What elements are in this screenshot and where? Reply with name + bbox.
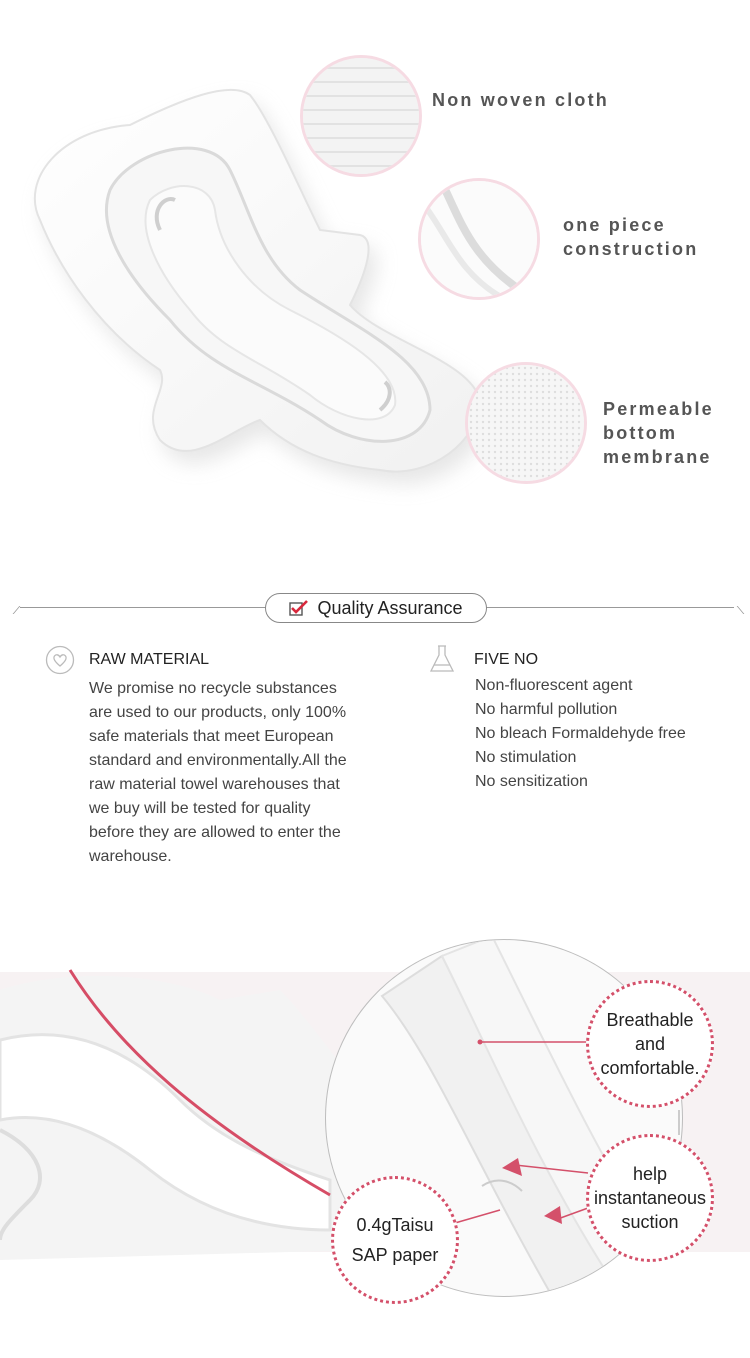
callout-sap-paper [331,1176,459,1304]
callout-suction-text: help instantaneous suction [593,1164,707,1232]
callout-suction [586,1134,714,1262]
raw-material-heading: RAW MATERIAL [89,651,210,668]
dotted-membrane-icon [468,365,584,481]
callout-sap-text: 0.4gTaisu SAP paper [351,1215,439,1265]
callout-breathable [586,980,714,1108]
raw-material-line: are used to our products, only 100% [89,704,347,721]
five-no-item: Non-fluorescent agent [475,677,633,694]
feature-label-membrane: Permeable bottom membrane [603,399,714,467]
raw-material-body [89,677,389,869]
divider-left-tick [13,606,29,614]
five-no-heading: FIVE NO [474,651,539,668]
divider-right [486,607,734,608]
edge-seam-icon [421,181,537,297]
raw-material-line: before they are allowed to enter the [89,824,341,841]
woven-texture-icon [303,58,419,174]
non-woven-cloth-closeup [300,55,422,177]
feature-label-one-piece: one piece construction [563,215,699,259]
membrane-closeup [465,362,587,484]
raw-material-line: warehouse. [89,848,172,865]
raw-material-line: raw material towel warehouses that [89,776,340,793]
quality-assurance-badge [265,593,487,623]
flask-icon [428,644,456,674]
feature-label-non-woven: Non woven cloth [432,90,609,110]
heart-circle-icon [45,645,75,675]
raw-material-line: standard and environmentally.All the [89,752,347,769]
five-no-item: No harmful pollution [475,701,618,718]
absorbent-detail-section [0,930,750,1358]
sanitary-pad-image [0,70,500,510]
five-no-item: No stimulation [475,749,577,766]
raw-material-line: safe materials that meet European [89,728,334,745]
check-box-icon [289,599,309,617]
product-hero [0,0,750,560]
one-piece-closeup [418,178,540,300]
five-no-item: No sensitization [475,773,588,790]
five-no-list [475,674,735,794]
quality-assurance-title: Quality Assurance [317,597,463,618]
divider-right-tick [729,606,745,614]
raw-material-line: We promise no recycle substances [89,680,337,697]
five-no-item: No bleach Formaldehyde free [475,725,686,742]
raw-material-line: we buy will be tested for quality [89,800,311,817]
callout-breathable-text: Breathable and comfortable. [600,1010,700,1078]
divider-left [20,607,266,608]
